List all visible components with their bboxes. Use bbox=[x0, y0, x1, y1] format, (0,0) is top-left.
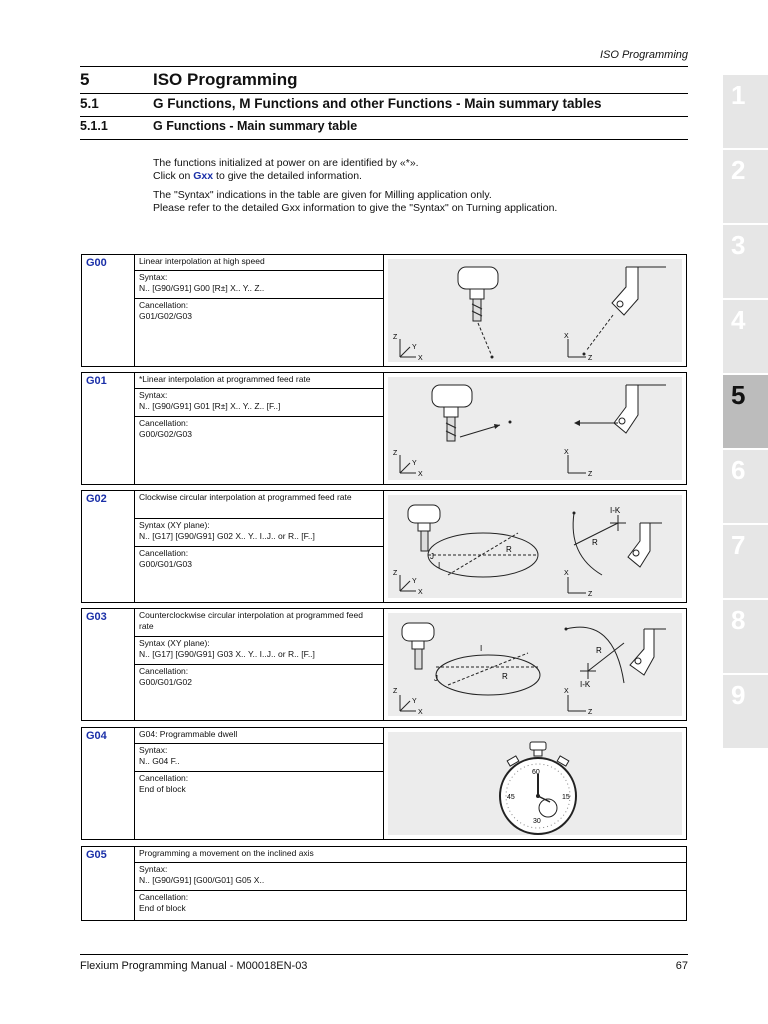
running-title: ISO Programming bbox=[599, 49, 688, 61]
header-rule bbox=[80, 66, 688, 67]
g03-mill-tool bbox=[402, 623, 434, 669]
subsubsection-heading bbox=[80, 119, 358, 133]
g00-table bbox=[81, 254, 687, 367]
g01-code-link[interactable]: G01 bbox=[82, 373, 135, 484]
g04-syntax-label: Syntax: bbox=[139, 745, 168, 755]
g00-axis-z: Z bbox=[393, 334, 398, 341]
g04-syntax bbox=[135, 744, 383, 772]
g00-cells bbox=[135, 255, 383, 366]
chapter-tab-3[interactable]: 3 bbox=[723, 225, 768, 298]
g03-cells bbox=[135, 609, 383, 720]
g00-code-link[interactable]: G00 bbox=[82, 255, 135, 366]
g02-description-text: Clockwise circular interpolation at programmed feed rate bbox=[139, 492, 352, 502]
g01-syntax-label: Syntax: bbox=[139, 390, 168, 400]
g05-description bbox=[135, 847, 686, 863]
g03-axis-x: X bbox=[418, 709, 423, 716]
g00-cancel-label: Cancellation: bbox=[139, 300, 189, 310]
g02-syntax bbox=[135, 519, 383, 547]
g04-description bbox=[135, 728, 383, 744]
g01-syntax-text: N.. [G90/G91] G01 [R±] X.. Y.. Z.. [F..] bbox=[139, 400, 281, 411]
g03-description-text: Counterclockwise circular interpolation at programmed feed rate bbox=[139, 610, 363, 631]
g04-syntax-text: N.. G04 F.. bbox=[139, 755, 180, 766]
g02-syntax-text: N.. [G17] [G90/G91] G02 X.. Y.. I..J.. or R.. [F..] bbox=[139, 530, 315, 541]
g04-cancel-text: End of block bbox=[139, 783, 186, 794]
g02-syntax-label: Syntax (XY plane): bbox=[139, 520, 210, 530]
g04-cancellation bbox=[135, 772, 383, 796]
g04-table bbox=[81, 727, 687, 840]
g04-figure bbox=[383, 728, 686, 839]
g01-description bbox=[135, 373, 383, 389]
section-title: ISO Programming bbox=[153, 70, 298, 89]
g02-table bbox=[81, 490, 687, 603]
section-number: 5 bbox=[80, 70, 90, 89]
chapter-tab-9[interactable]: 9 bbox=[723, 675, 768, 748]
g03-lathe-tool bbox=[630, 629, 666, 675]
g03-label-i: I bbox=[480, 644, 483, 653]
g02-cancel-text: G00/G01/G03 bbox=[139, 558, 192, 569]
g00-syntax-text: N.. [G90/G91] G00 [R±] X.. Y.. Z.. bbox=[139, 282, 265, 293]
g01-axes-icon bbox=[400, 455, 586, 473]
g01-cancel-text: G00/G02/G03 bbox=[139, 428, 192, 439]
g02-label-ik: I-K bbox=[610, 506, 621, 515]
g02-label-j: J bbox=[430, 552, 434, 561]
g01-cells bbox=[135, 373, 383, 484]
g00-cancel-text: G01/G02/G03 bbox=[139, 310, 192, 321]
g02-description bbox=[135, 491, 383, 519]
g03-axis-z2: Z bbox=[588, 709, 593, 716]
g03-syntax-label: Syntax (XY plane): bbox=[139, 638, 210, 648]
intro-click-prefix: Click on bbox=[153, 170, 194, 182]
section-rule bbox=[80, 93, 688, 94]
chapter-tabs bbox=[723, 75, 768, 750]
g02-code-link[interactable]: G02 bbox=[82, 491, 135, 602]
stopwatch-icon bbox=[388, 732, 684, 835]
g03-axis-y: Y bbox=[412, 698, 417, 705]
chapter-tab-7[interactable]: 7 bbox=[723, 525, 768, 598]
g05-cancel-label: Cancellation: bbox=[139, 892, 189, 902]
subsubsection-title: G Functions - Main summary table bbox=[153, 119, 358, 133]
g02-lathe-tool bbox=[628, 523, 662, 567]
g02-cancel-label: Cancellation: bbox=[139, 548, 189, 558]
g01-axis-z: Z bbox=[393, 450, 398, 457]
g04-cancel-label: Cancellation: bbox=[139, 773, 189, 783]
g00-rapid-path bbox=[478, 323, 491, 354]
g03-cancellation bbox=[135, 665, 383, 689]
subsubsection-number: 5.1.1 bbox=[80, 119, 108, 133]
g03-axes-icon bbox=[400, 695, 586, 711]
g00-mill-tool bbox=[458, 267, 498, 321]
subsubsection-rule bbox=[80, 139, 688, 140]
g01-mill-tool bbox=[432, 385, 472, 441]
g03-cancel-text: G00/G01/G02 bbox=[139, 676, 192, 687]
page-number: 67 bbox=[675, 960, 688, 972]
g00-axis-z2: Z bbox=[588, 355, 593, 362]
g00-axis-x2: X bbox=[564, 333, 569, 340]
dial-45: 45 bbox=[507, 794, 515, 801]
dial-60: 60 bbox=[532, 769, 540, 776]
g02-axis-z2: Z bbox=[588, 591, 593, 598]
g00-axis-x: X bbox=[418, 355, 423, 362]
g05-syntax-text: N.. [G90/G91] [G00/G01] G05 X.. bbox=[139, 874, 265, 885]
dial-15: 15 bbox=[562, 794, 570, 801]
g00-syntax-label: Syntax: bbox=[139, 272, 168, 282]
g01-axis-z2: Z bbox=[588, 471, 593, 478]
g02-axis-z: Z bbox=[393, 570, 398, 577]
chapter-tab-4[interactable]: 4 bbox=[723, 300, 768, 373]
g03-table bbox=[81, 608, 687, 721]
g03-label-j: J bbox=[434, 674, 438, 683]
g01-description-text: *Linear interpolation at programmed feed rate bbox=[139, 374, 311, 384]
g05-syntax-label: Syntax: bbox=[139, 864, 168, 874]
g01-axis-y: Y bbox=[412, 460, 417, 467]
g02-cancellation bbox=[135, 547, 383, 571]
chapter-tab-1[interactable]: 1 bbox=[723, 75, 768, 148]
g00-syntax bbox=[135, 271, 383, 299]
g03-description bbox=[135, 609, 383, 637]
g03-figure bbox=[383, 609, 686, 720]
g02-axis-y: Y bbox=[412, 578, 417, 585]
intro-line-3: The "Syntax" indications in the table are given for Milling application only. bbox=[153, 189, 492, 201]
g02-axis-x: X bbox=[418, 589, 423, 596]
g03-code-link[interactable]: G03 bbox=[82, 609, 135, 720]
g04-description-text: G04: Programmable dwell bbox=[139, 729, 238, 739]
g03-syntax bbox=[135, 637, 383, 665]
intro-line-2 bbox=[153, 170, 557, 183]
g01-cancellation bbox=[135, 417, 383, 441]
g01-table bbox=[81, 372, 687, 485]
chapter-tab-8[interactable]: 8 bbox=[723, 600, 768, 673]
intro-text bbox=[153, 157, 557, 215]
intro-line-4: Please refer to the detailed Gxx information to give the "Syntax" on Turning application. bbox=[153, 202, 558, 214]
intro-line-1: The functions initialized at power on are identified by «*». bbox=[153, 157, 419, 169]
g00-description-text: Linear interpolation at high speed bbox=[139, 256, 265, 266]
g02-figure bbox=[383, 491, 686, 602]
gxx-link[interactable]: Gxx bbox=[193, 170, 214, 182]
g03-syntax-text: N.. [G17] [G90/G91] G03 X.. Y.. I..J.. or R.. [F..] bbox=[139, 648, 315, 659]
subsection-number: 5.1 bbox=[80, 96, 99, 111]
g00-lathe-tool bbox=[612, 267, 666, 315]
g05-cancel-text: End of block bbox=[139, 902, 186, 913]
g03-axis-x2: X bbox=[564, 688, 569, 695]
g05-description-text: Programming a movement on the inclined axis bbox=[139, 848, 314, 858]
g04-cells bbox=[135, 728, 383, 839]
g03-label-ik: I-K bbox=[580, 680, 591, 689]
g00-axes-icon bbox=[400, 339, 586, 357]
g04-code-link[interactable]: G04 bbox=[82, 728, 135, 839]
g02-axes-icon bbox=[400, 575, 586, 593]
g00-cancellation bbox=[135, 299, 383, 323]
g05-code-link[interactable]: G05 bbox=[82, 847, 135, 920]
g02-label-i: I bbox=[438, 561, 441, 570]
g03-cancel-label: Cancellation: bbox=[139, 666, 189, 676]
g02-label-r2: R bbox=[592, 538, 598, 547]
footer-manual: Flexium Programming Manual - M00018EN-03 bbox=[80, 960, 308, 972]
g01-syntax bbox=[135, 389, 383, 417]
chapter-tab-5[interactable]: 5 bbox=[723, 375, 768, 448]
g05-syntax bbox=[135, 863, 686, 891]
intro-click-suffix: to give the detailed information. bbox=[213, 170, 362, 182]
g00-figure bbox=[383, 255, 686, 366]
g01-axis-x2: X bbox=[564, 449, 569, 456]
g03-axis-z: Z bbox=[393, 688, 398, 695]
g02-label-r: R bbox=[506, 545, 512, 554]
g01-cancel-label: Cancellation: bbox=[139, 418, 189, 428]
g03-label-r: R bbox=[502, 672, 508, 681]
g01-axis-x: X bbox=[418, 471, 423, 478]
subsection-heading bbox=[80, 96, 602, 111]
g02-cells bbox=[135, 491, 383, 602]
chapter-tab-2[interactable]: 2 bbox=[723, 150, 768, 223]
g03-label-r2: R bbox=[596, 646, 602, 655]
g05-cells bbox=[135, 847, 686, 920]
g00-axis-y: Y bbox=[412, 344, 417, 351]
chapter-tab-6[interactable]: 6 bbox=[723, 450, 768, 523]
g02-axis-x2: X bbox=[564, 570, 569, 577]
subsection-rule bbox=[80, 116, 688, 117]
dial-30: 30 bbox=[533, 818, 541, 825]
g05-table bbox=[81, 846, 687, 921]
subsection-title: G Functions, M Functions and other Functions - Main summary tables bbox=[153, 96, 602, 111]
footer-rule bbox=[80, 954, 688, 955]
section-heading bbox=[80, 70, 298, 90]
g00-description bbox=[135, 255, 383, 271]
g01-figure bbox=[383, 373, 686, 484]
g05-cancellation bbox=[135, 891, 686, 915]
g01-lathe-tool bbox=[614, 385, 666, 433]
